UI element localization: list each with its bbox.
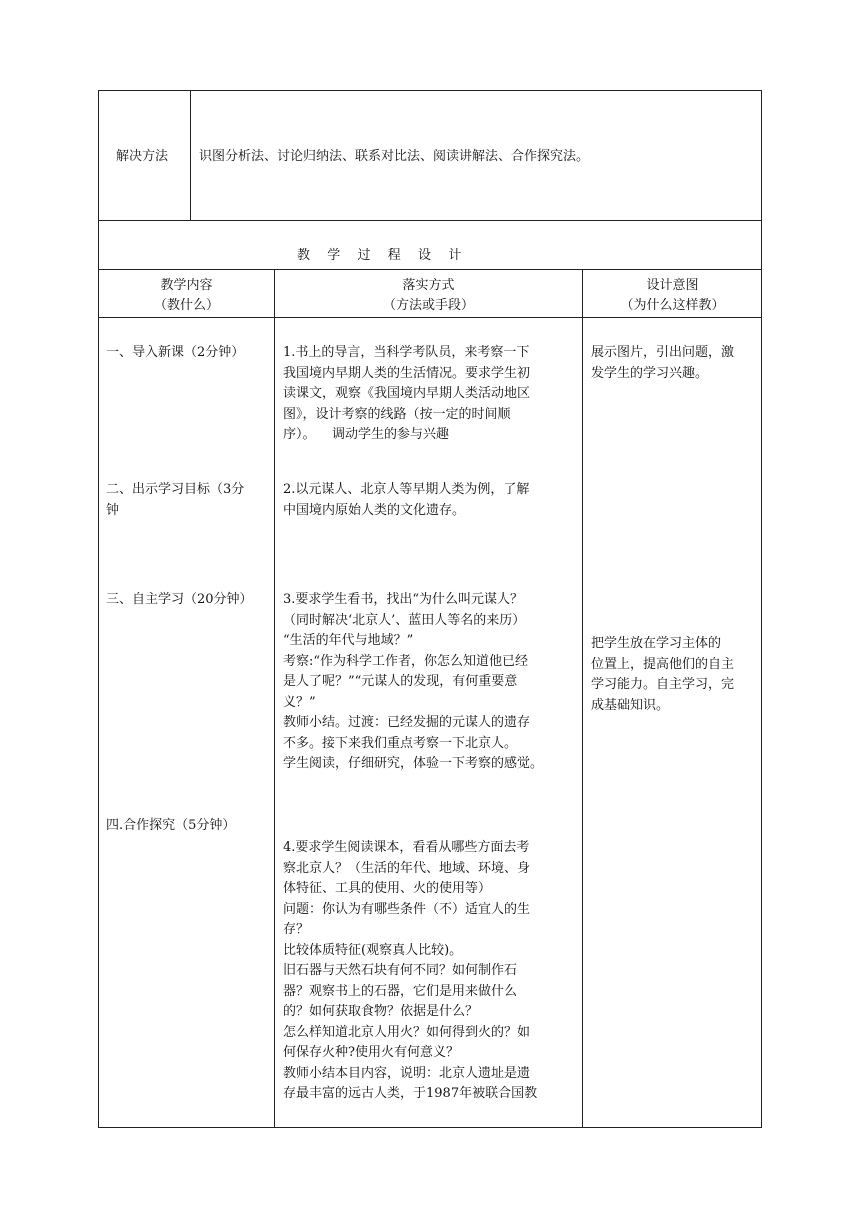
method-paragraph-2 (283, 480, 529, 521)
header-method-line1: 落实方式 (402, 278, 455, 293)
header-method-line2: （方法或手段） (382, 298, 474, 313)
text-line: 器？观察书上的石器，它们是用来做什么 (283, 983, 518, 999)
method-table-divider (190, 90, 191, 221)
text-line: 问题：你认为有哪些条件（不）适宜人的生 (283, 901, 531, 917)
header-top-rule (98, 269, 762, 270)
text-line: 义？” (283, 694, 316, 710)
method-text: 识图分析法、讨论归纳法、联系对比法、阅读讲解法、合作探究法。 (199, 149, 590, 164)
text-line: 展示图片，引出问题，激 (591, 345, 735, 360)
text-line: 旧石器与天然石块有何不同？如何制作石 (283, 963, 518, 978)
header-content-line1: 教学内容 (160, 278, 213, 293)
header-content-line2: （教什么） (153, 298, 219, 313)
header-intent-line2: （为什么这样教） (620, 298, 725, 313)
method-label: 解决方法 (116, 149, 169, 164)
text-line: 学生阅读，仔细研究，体验一下考察的感觉。 (283, 756, 544, 771)
text-line: 教师小结本目内容，说明：北京人遗址是遗 (283, 1065, 531, 1081)
process-title: 教 学 过 程 设 计 (297, 248, 465, 263)
text-line: （同时解决‘北京人’、蓝田人等名的来历） (283, 612, 526, 628)
text-line: 读课文，观察《我国境内早期人类活动地区 (283, 386, 531, 401)
section-intro: 一、导入新课（2分钟） (106, 345, 245, 360)
text-line: 4.要求学生阅读课本，看看从哪些方面去考 (283, 840, 530, 855)
text-line: “生活的年代与地域？” (283, 633, 414, 648)
text-line: 发学生的学习兴趣。 (591, 365, 709, 381)
text-line: 怎么样知道北京人用火？如何得到火的？如 (283, 1024, 531, 1040)
column-divider-1 (274, 269, 275, 1128)
method-paragraph-3 (283, 590, 543, 775)
text-line: 考察:“作为科学工作者，你怎么知道他已经 (283, 653, 529, 669)
text-line: 序）。 调动学生的参与兴趣 (283, 427, 450, 442)
text-line: 学习能力。自主学习，完 (591, 677, 735, 692)
text-line: 成基础知识。 (591, 697, 670, 713)
section-self-study: 三、自主学习（20分钟） (106, 592, 253, 607)
section-goals-line1: 二、出示学习目标（3分 (106, 482, 245, 497)
header-content (99, 276, 274, 316)
intent-paragraph-1 (591, 343, 734, 384)
text-line: 我国境内早期人类的生活情况。要求学生初 (283, 365, 531, 381)
text-line: 位置上，提高他们的自主 (591, 656, 735, 672)
column-divider-2 (582, 269, 583, 1128)
text-line: 把学生放在学习主体的 (591, 636, 722, 651)
text-line: 2.以元谋人、北京人等早期人类为例，了解 (283, 482, 530, 497)
text-line: 存？ (283, 922, 310, 937)
text-line: 是人了呢？”“元谋人的发现，有何重要意 (283, 674, 518, 689)
header-bottom-rule (98, 317, 762, 318)
text-line: 教师小结。过渡：已经发掘的元谋人的遗存 (283, 715, 531, 730)
text-line: 存最丰富的远古人类，于1987年被联合国教 (283, 1086, 538, 1101)
text-line: 体特征、工具的使用、火的使用等） (283, 881, 492, 896)
text-line: 的？如何获取食物？依据是什么？ (283, 1004, 479, 1019)
text-line: 不多。接下来我们重点考察一下北京人。 (283, 735, 518, 751)
method-paragraph-4 (283, 838, 537, 1105)
text-line: 察北京人？（生活的年代、地域、环境、身 (283, 860, 531, 876)
section-goals-line2: 钟 (106, 502, 120, 518)
section-cooperation: 四.合作探究（5分钟） (106, 818, 236, 833)
header-intent-line1: 设计意图 (646, 278, 699, 293)
text-line: 中国境内原始人类的文化遗存。 (283, 502, 466, 518)
text-line: 1.书上的导言，当科学考队员，来考察一下 (283, 345, 530, 360)
intent-paragraph-2 (591, 634, 734, 716)
method-paragraph-1 (283, 343, 530, 446)
section-goals (106, 480, 244, 521)
header-method (275, 276, 582, 316)
header-intent (583, 276, 762, 316)
text-line: 比较体质特征(观察真人比较)。 (283, 942, 463, 958)
text-line: 3.要求学生看书，找出“为什么叫元谋人？ (283, 592, 524, 607)
text-line: 图》，设计考察的线路（按一定的时间顺 (283, 406, 511, 422)
text-line: 何保存火种?使用火有何意义？ (283, 1045, 459, 1060)
